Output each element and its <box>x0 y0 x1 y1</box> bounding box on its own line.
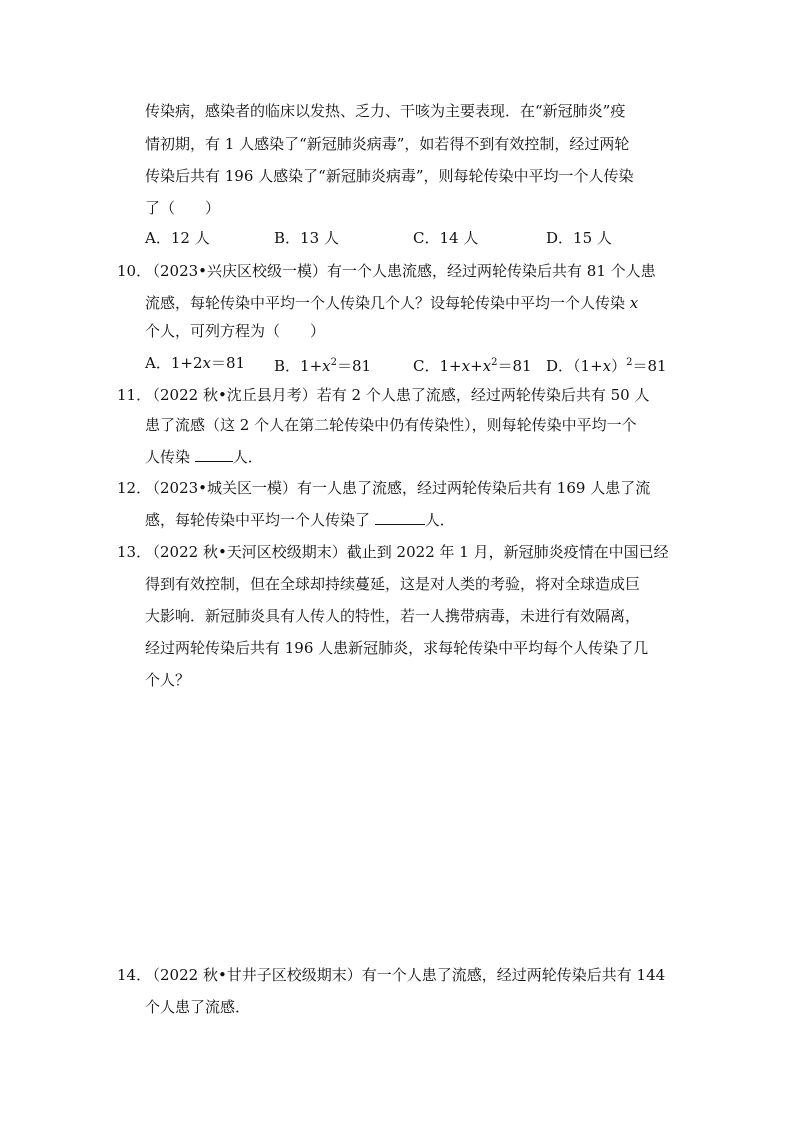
q13-number: 13． <box>117 543 152 561</box>
q11-line-2: 患了流感（这 2 个人在第二轮传染中仍有传染性），则每轮传染中平均一个 <box>145 416 637 434</box>
q12-line-1: （2023•城关区一模）有一人患了流感，经过两轮传染后共有 169 人患了流 <box>145 479 651 497</box>
q12-number: 12． <box>117 479 152 497</box>
q13-line-4: 经过两轮传染后共有 196 人患新冠肺炎，求每轮传染中平均每个人传染了几 <box>145 639 649 657</box>
q10-line-1: （2023•兴庆区校级一模）有一个人患流感，经过两轮传染后共有 81 个人患 <box>145 262 656 280</box>
q14-number: 14． <box>117 966 152 984</box>
q13-line-2: 得到有效控制，但在全球却持续蔓延，这是对人类的考验，将对全球造成巨 <box>145 575 641 593</box>
q9-option-b: B．13 人 <box>274 229 339 247</box>
q9-line-3: 传染后共有 196 人感染了“新冠肺炎病毒”，则每轮传染中平均一个人传染 <box>145 167 634 185</box>
answer-blank[interactable] <box>375 510 425 525</box>
q10-option-d: D．$(1+x)^2=81$ <box>546 357 667 375</box>
q10-option-c: C．$1+x+x^2=81$ <box>413 357 532 375</box>
q9-line-2: 情初期，有 1 人感染了“新冠肺炎病毒”，如若得不到有效控制，经过两轮 <box>145 135 630 153</box>
q10-line-2: 流感，每轮传染中平均一个人传染几个人？设每轮传染中平均一个人传染 x <box>145 294 639 312</box>
q11-number: 11． <box>117 386 152 404</box>
variable-x: x <box>629 294 639 312</box>
q9-option-a: A．12 人 <box>145 229 210 247</box>
answer-blank[interactable] <box>195 447 233 462</box>
q11-line-1: （2022 秋•沈丘县月考）若有 2 个人患了流感，经过两轮传染后共有 50 人 <box>145 386 650 404</box>
q13-line-3: 大影响．新冠肺炎具有人传人的特性，若一人携带病毒，未进行有效隔离， <box>145 607 641 625</box>
q10-option-b: B．$1+x^2=81$ <box>274 357 372 375</box>
q9-option-d: D．15 人 <box>546 229 612 247</box>
q14-line-2: 个人患了流感． <box>145 998 251 1016</box>
q10-option-a: A．1+2x＝81 <box>145 354 246 372</box>
q12-line-2: 感，每轮传染中平均一个人传染了 人． <box>145 511 455 529</box>
q9-line-1: 传染病，感染者的临床以发热、乏力、干咳为主要表现．在“新冠肺炎”疫 <box>145 102 626 120</box>
q11-line-3: 人传染 人． <box>145 448 263 466</box>
q13-line-1: （2022 秋•天河区校级期末）截止到 2022 年 1 月，新冠肺炎疫情在中国已经 <box>145 543 669 561</box>
q9-line-4: 了（ ） <box>145 199 221 217</box>
q9-option-c: C．14 人 <box>413 229 479 247</box>
q13-line-5: 个人？ <box>145 671 191 689</box>
q10-line-3: 个人，可列方程为（ ） <box>145 322 326 340</box>
q10-number: 10． <box>117 262 152 280</box>
q14-line-1: （2022 秋•甘井子区校级期末）有一个人患了流感，经过两轮传染后共有 144 <box>145 966 666 984</box>
